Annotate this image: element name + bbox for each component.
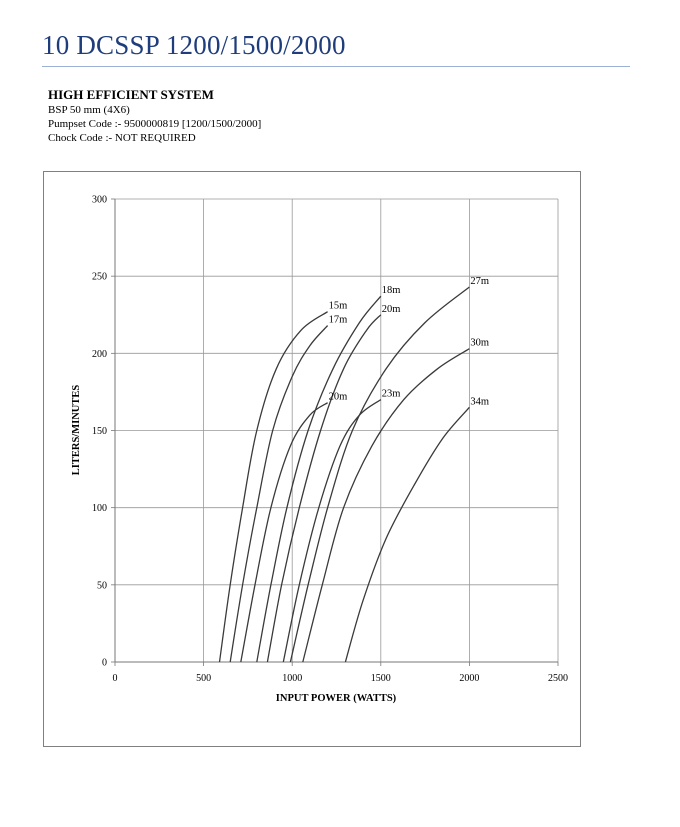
- series-label: 34m: [470, 396, 490, 408]
- x-tick-label: 500: [196, 673, 212, 684]
- series-label: 30m: [470, 337, 490, 349]
- spec-line-bsp: BSP 50 mm (4X6): [48, 104, 130, 116]
- series-label: 20m: [381, 303, 401, 315]
- page-title: 10 DCSSP 1200/1500/2000: [42, 30, 346, 60]
- curve-18m-3: [257, 296, 381, 662]
- y-tick-label: 50: [97, 580, 107, 592]
- series-label: 20m: [328, 391, 348, 403]
- series-label: 17m: [328, 314, 348, 326]
- curve-34m-8: [345, 407, 469, 662]
- spec-line-chock-code: Chock Code :- NOT REQUIRED: [48, 132, 196, 144]
- spec-heading: HIGH EFFICIENT SYSTEM: [48, 87, 214, 102]
- x-tick-label: 0: [112, 673, 118, 684]
- spec-line-pumpset-code: Pumpset Code :- 9500000819 [1200/1500/2000]: [48, 118, 262, 130]
- chart-curves: [220, 287, 470, 662]
- x-tick-label: 1000: [282, 673, 303, 684]
- series-label: 18m: [381, 285, 401, 297]
- x-tick-label: 2500: [548, 673, 568, 684]
- x-tick-label: 1500: [370, 673, 391, 684]
- x-axis-label: INPUT POWER (WATTS): [275, 693, 397, 704]
- y-tick-label: 300: [92, 194, 107, 206]
- y-tick-label: 250: [92, 271, 107, 283]
- curve-23m-5: [283, 400, 381, 662]
- curve-15m-0: [220, 312, 328, 662]
- series-label: 23m: [381, 388, 401, 400]
- x-tick-label: 2000: [459, 673, 480, 684]
- y-axis-label: LITERS/MINUTES: [71, 384, 82, 476]
- chart-grid: [115, 199, 558, 662]
- y-tick-label: 200: [92, 348, 107, 360]
- y-tick-label: 100: [92, 503, 107, 515]
- chart-axes: [92, 195, 568, 685]
- y-tick-label: 150: [92, 426, 107, 437]
- y-tick-label: 0: [102, 657, 107, 669]
- chart-labels: [329, 276, 489, 407]
- series-label: 27m: [470, 275, 490, 287]
- series-label: 15m: [328, 300, 348, 312]
